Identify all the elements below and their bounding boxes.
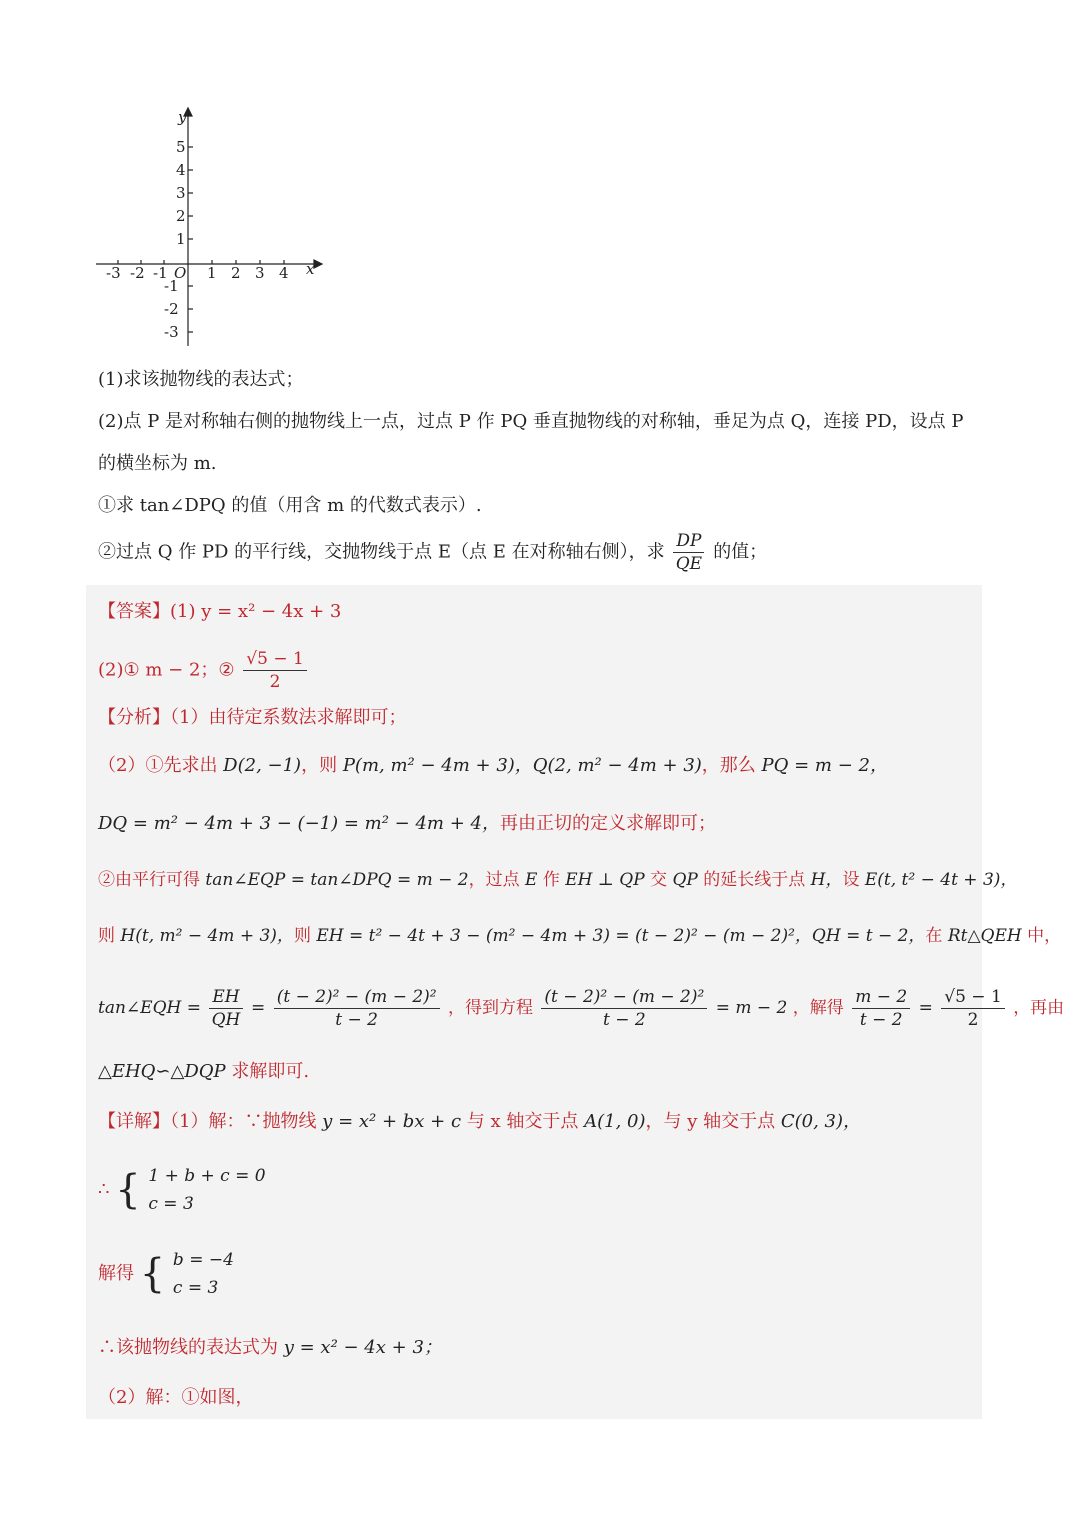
y-tick-label: 1 — [176, 230, 186, 248]
y-tick-label: 4 — [176, 161, 186, 179]
x-tick-label: -1 — [153, 264, 168, 282]
detail-line-result: ∴该抛物线的表达式为 y = x² − 4x + 3； — [98, 1337, 442, 1358]
question-part-2-sub2: ②过点 Q 作 PD 的平行线，交抛物线于点 E（点 E 在对称轴右侧），求 $\frac{DP}{QE}$ 的值； — [98, 531, 768, 574]
x-tick-label: 2 — [231, 264, 241, 282]
analysis-line-5: 则 H(t, m² − 4m + 3)，则 EH = t² − 4t + 3 − (m² − 4m + 3) = (t − 2)² − (m − 2)²，QH = t − 2，在 Rt△QEH 中， — [98, 926, 1062, 946]
y-tick-label: 3 — [176, 184, 186, 202]
brace-symbol: { — [139, 1251, 166, 1297]
y-tick-label: 5 — [176, 138, 186, 156]
question-part-2-sub1: ①求 tan∠DPQ 的值（用含 m 的代数式表示）. — [98, 495, 482, 516]
analysis-line-4: ②由平行可得 tan∠EQP = tan∠DPQ = m − 2，过点 E 作 EH ⊥ QP 交 QP 的延长线于点 H，设 E(t, t² − 4t + 3)， — [98, 870, 1018, 890]
x-tick-label: -3 — [106, 264, 121, 282]
question-part-2: (2)点 P 是对称轴右侧的抛物线上一点，过点 P 作 PQ 垂直抛物线的对称轴，垂足为点 Q，连接 PD，设点 P — [98, 411, 964, 432]
fraction-dp-qe: $\frac{DP}{QE}$ — [673, 530, 704, 575]
coordinate-axes-figure — [92, 104, 332, 354]
y-tick-label: -2 — [164, 300, 179, 318]
origin-label: O — [174, 264, 187, 282]
analysis-line-7: △EHQ∽△DQP 求解即可. — [98, 1061, 310, 1082]
x-tick-label: 1 — [207, 264, 217, 282]
x-tick-label: 3 — [255, 264, 265, 282]
detail-line-1: 【详解】（1）解：∵抛物线 y = x² + bx + c 与 x 轴交于点 A(1, 0)，与 y 轴交于点 C(0, 3)， — [98, 1111, 862, 1132]
question-part-1: (1)求该抛物线的表达式； — [98, 369, 304, 390]
fraction-eh-qh: $\frac{EH}{QH}$ — [209, 986, 242, 1031]
y-tick-label: -3 — [164, 323, 179, 341]
question-part-2-cont: 的横坐标为 m. — [98, 453, 217, 474]
x-tick-label: -2 — [130, 264, 145, 282]
analysis-line-3: DQ = m² − 4m + 3 − (−1) = m² − 4m + 4，再由正切的定义求解即可； — [98, 813, 716, 834]
detail-line-part2: （2）解：①如图， — [98, 1387, 254, 1408]
answer-line-2: (2)① m − 2；② $\frac{√5 - 1}{2}$ — [98, 648, 310, 693]
fraction-expr-1: $\frac{\text{(t − 2)² − (m − 2)²}}{t - 2}$ — [274, 986, 440, 1031]
x-axis-arrow — [314, 260, 322, 268]
x-axis-label: x — [306, 260, 315, 278]
y-tick-label: -1 — [164, 277, 179, 295]
x-tick-label: 4 — [279, 264, 289, 282]
analysis-line-2: （2）①先求出 D(2, −1)，则 P(m, m² − 4m + 3)，Q(2, m² − 4m + 3)，那么 PQ = m − 2， — [98, 755, 888, 776]
analysis-line-6: tan∠EQH = $\frac{EH}{QH}$ = $\frac{\text{(t − 2)² − (m − 2)²}}{t - 2}$ ，得到方程 $\frac{\text{(t − 2)² − (m − 2)²}}{t - 2}$ = m − 2 ，解得 $\frac{m - 2}{t - 2}$ = $\frac{√5 - 1}{2}$ ，再由 — [98, 987, 1065, 1030]
brace-symbol: { — [115, 1167, 141, 1213]
analysis-line-1: 【分析】（1）由待定系数法求解即可； — [98, 707, 407, 728]
fraction-expr-4: $\frac{√5 - 1}{2}$ — [941, 986, 1005, 1031]
y-tick-label: 2 — [176, 207, 186, 225]
fraction-expr-3: $\frac{m - 2}{t - 2}$ — [852, 986, 910, 1031]
solution-system: 解得 { b = −4 c = 3 — [98, 1250, 234, 1298]
fraction-expr-2: $\frac{\text{(t − 2)² − (m − 2)²}}{t - 2}$ — [541, 986, 707, 1031]
fraction-answer: $\frac{√5 - 1}{2}$ — [243, 648, 307, 693]
answer-line-1: 【答案】(1) y = x² − 4x + 3 — [98, 601, 342, 622]
y-axis-label: y — [178, 108, 187, 126]
equation-system: ∴ { 1 + b + c = 0 c = 3 — [98, 1166, 266, 1214]
